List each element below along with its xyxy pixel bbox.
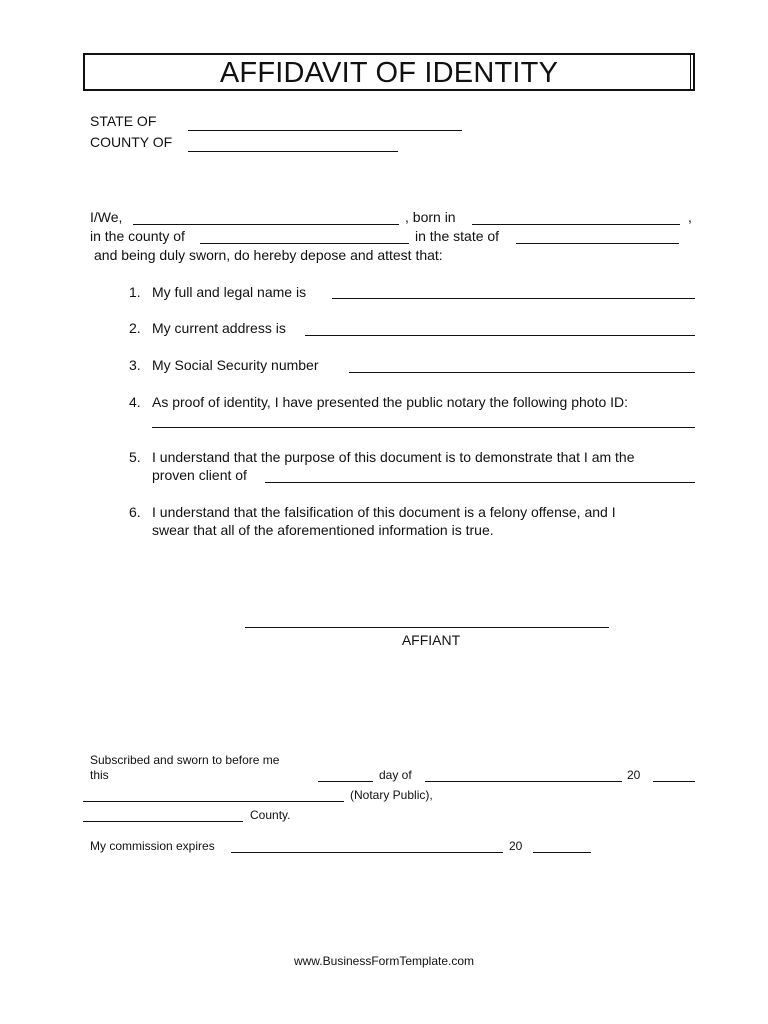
footer-website: www.BusinessFormTemplate.com <box>293 954 475 968</box>
subscribed-text: Subscribed and sworn to before me <box>90 753 280 767</box>
birth-state-field[interactable] <box>516 243 679 244</box>
county-field[interactable] <box>188 151 398 152</box>
year-field[interactable] <box>653 781 695 782</box>
affiant-name-field[interactable] <box>133 224 399 225</box>
state-of-label: in the state of <box>415 228 500 244</box>
notary-county-field[interactable] <box>83 821 243 822</box>
item-text: My current address is <box>152 320 286 336</box>
address-field[interactable] <box>305 335 695 336</box>
affiant-signature-field[interactable] <box>245 627 609 628</box>
this-label: this <box>90 768 109 782</box>
item-text: My full and legal name is <box>152 284 307 300</box>
month-field[interactable] <box>425 781 622 782</box>
county-label: COUNTY OF <box>90 134 173 150</box>
item-number: 4. <box>129 394 141 410</box>
iwe-label: I/We, <box>90 209 123 225</box>
day-field[interactable] <box>318 781 373 782</box>
year-prefix: 20 <box>627 768 641 782</box>
photo-id-field[interactable] <box>152 427 695 428</box>
ssn-field[interactable] <box>349 372 695 373</box>
item-text: I understand that the purpose of this document is to demonstrate that I am the <box>152 449 635 465</box>
state-label: STATE OF <box>90 113 157 129</box>
county-of-label: in the county of <box>90 228 185 244</box>
document-title: AFFIDAVIT OF IDENTITY <box>219 57 559 89</box>
commission-date-field[interactable] <box>231 852 503 853</box>
item-number: 6. <box>129 504 141 520</box>
commission-year-prefix: 20 <box>509 839 523 853</box>
commission-year-field[interactable] <box>533 852 591 853</box>
item-text-continued: swear that all of the aforementioned information is true. <box>152 522 494 538</box>
state-field[interactable] <box>188 130 462 131</box>
commission-label: My commission expires <box>90 839 215 853</box>
born-in-label: , born in <box>405 209 456 225</box>
item-number: 5. <box>129 449 141 465</box>
notary-public-field[interactable] <box>83 801 344 802</box>
item-text: My Social Security number <box>152 357 319 373</box>
legal-name-field[interactable] <box>332 298 695 299</box>
affiant-label: AFFIANT <box>401 632 461 648</box>
notary-county-label: County. <box>250 808 291 822</box>
item-number: 2. <box>129 320 141 336</box>
item-text: As proof of identity, I have presented the public notary the following photo ID: <box>152 394 629 410</box>
item-text: I understand that the falsification of this document is a felony offense, and I <box>152 504 616 520</box>
day-of-label: day of <box>379 768 412 782</box>
trailing-comma: , <box>688 209 692 225</box>
item-number: 1. <box>129 284 141 300</box>
client-of-field[interactable] <box>265 482 695 483</box>
notary-public-label: (Notary Public), <box>350 788 433 802</box>
birthplace-field[interactable] <box>472 224 680 225</box>
birth-county-field[interactable] <box>200 243 409 244</box>
item-number: 3. <box>129 357 141 373</box>
depose-text: and being duly sworn, do hereby depose and attest that: <box>94 247 443 263</box>
item-text-continued: proven client of <box>152 467 247 483</box>
